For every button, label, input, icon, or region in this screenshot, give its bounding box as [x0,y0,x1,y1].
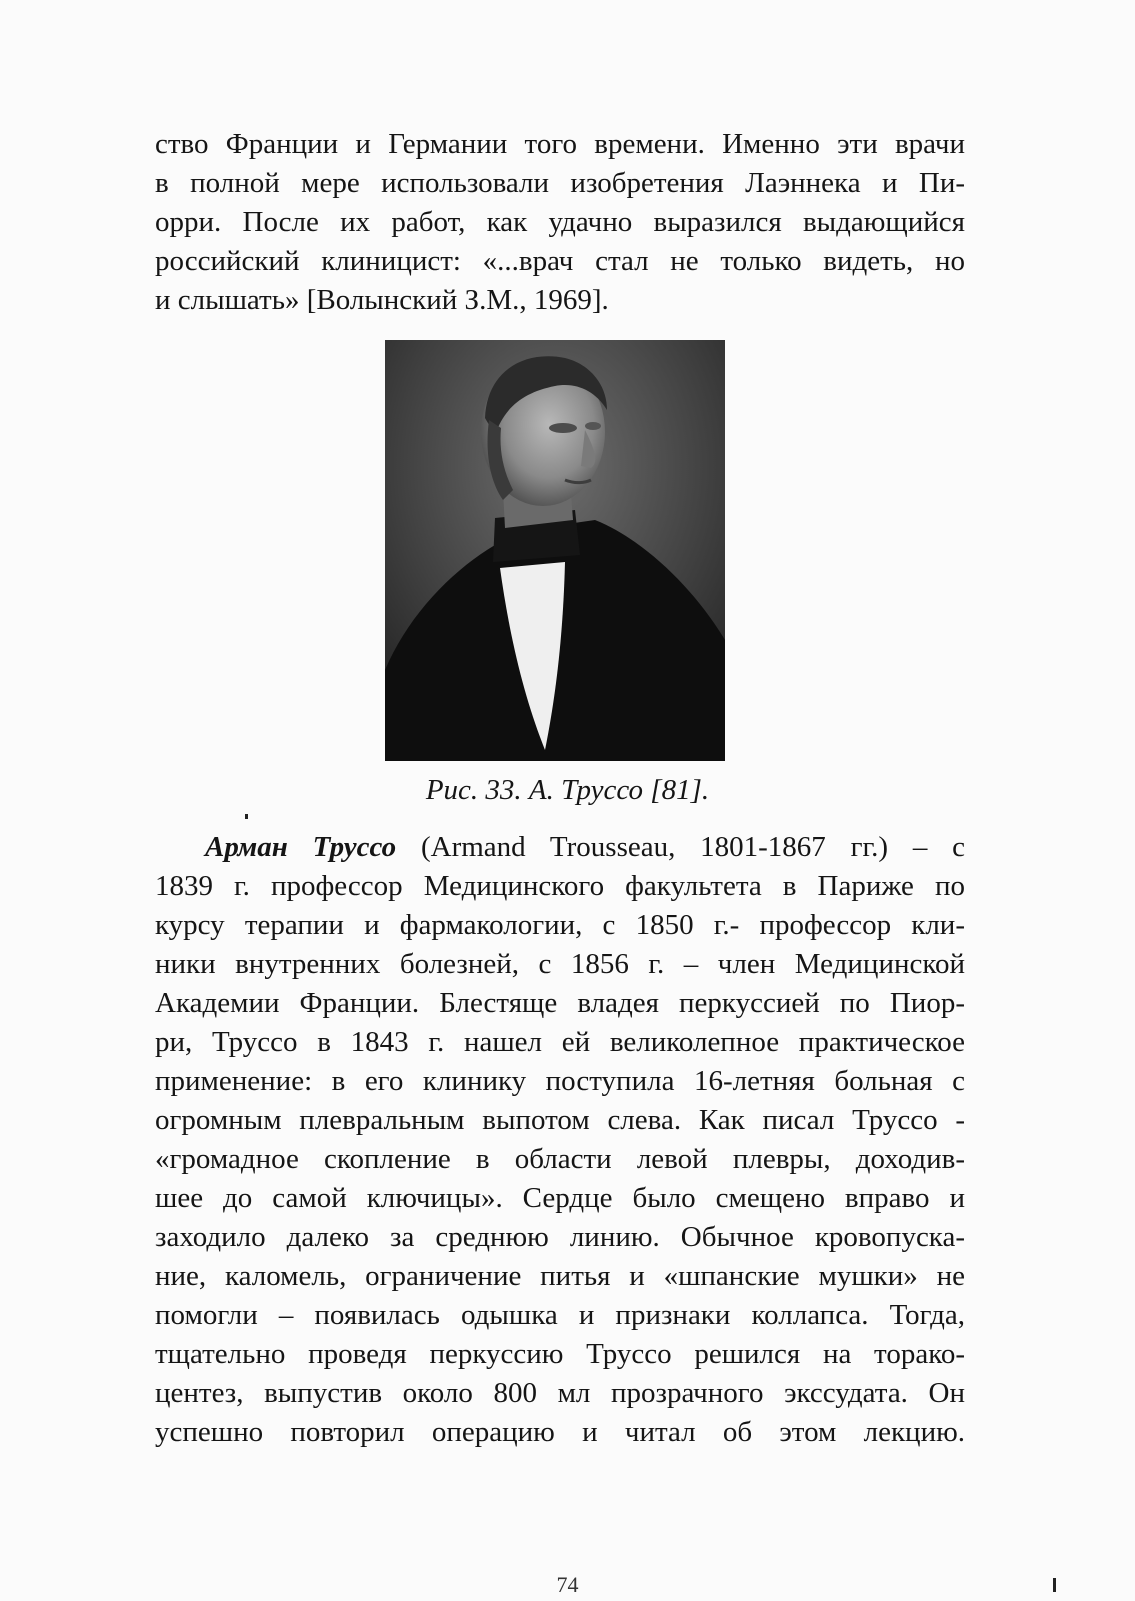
page-number: 74 [556,1572,579,1597]
text-line: 1839 г. профессор Медицинского факультета в Париже по [155,870,965,902]
figure-caption: Рис. 33. А. Труссо [81]. [425,774,710,806]
scan-mark [1053,1578,1056,1592]
text-line: успешно повторил операцию и читал об этом лекцию. [155,1416,965,1448]
text-line: Академии Франции. Блестяще владея перкуссией по Пиор- [155,987,965,1019]
text-line: огромным плевральным выпотом слева. Как писал Труссо - [155,1104,965,1136]
portrait-photo [385,340,725,761]
text-line: российский клиницист: «...врач стал не только видеть, но [155,245,965,277]
text-line [205,829,965,866]
text-line: заходило далеко за среднюю линию. Обычное кровопуска- [155,1221,965,1253]
scan-speck [245,814,248,819]
text-line: и слышать» [Волынский З.М., 1969]. [155,284,609,316]
text-line: помогли – появилась одышка и признаки коллапса. Тогда, [155,1299,965,1331]
text-line: применение: в его клинику поступила 16-летняя больная с [155,1065,965,1097]
text-line: ники внутренних болезней, с 1856 г. – член Медицинской [155,948,965,980]
text-span: (Armand Trousseau, 1801-1867 гг.) – с [396,831,965,863]
text-line: шее до самой ключицы». Сердце было смещено вправо и [155,1182,965,1214]
text-line: ри, Труссо в 1843 г. нашел ей великолепное практическое [155,1026,965,1058]
text-line: центез, выпустив около 800 мл прозрачного экссудата. Он [155,1377,965,1409]
text-line: тщательно проведя перкуссию Труссо решился на торако- [155,1338,965,1370]
text-line: курсу терапии и фармакологии, с 1850 г.- профессор кли- [155,909,965,941]
person-name: Арман Труссо [205,831,397,863]
text-line: «громадное скопление в области левой плевры, доходив- [155,1143,965,1175]
text-line: ние, каломель, ограничение питья и «шпанские мушки» не [155,1260,965,1292]
text-line: в полной мере использовали изобретения Лаэннека и Пи- [155,167,965,199]
text-line: ство Франции и Германии того времени. Именно эти врачи [155,128,965,160]
text-line: орри. После их работ, как удачно выразился выдающийся [155,206,965,238]
